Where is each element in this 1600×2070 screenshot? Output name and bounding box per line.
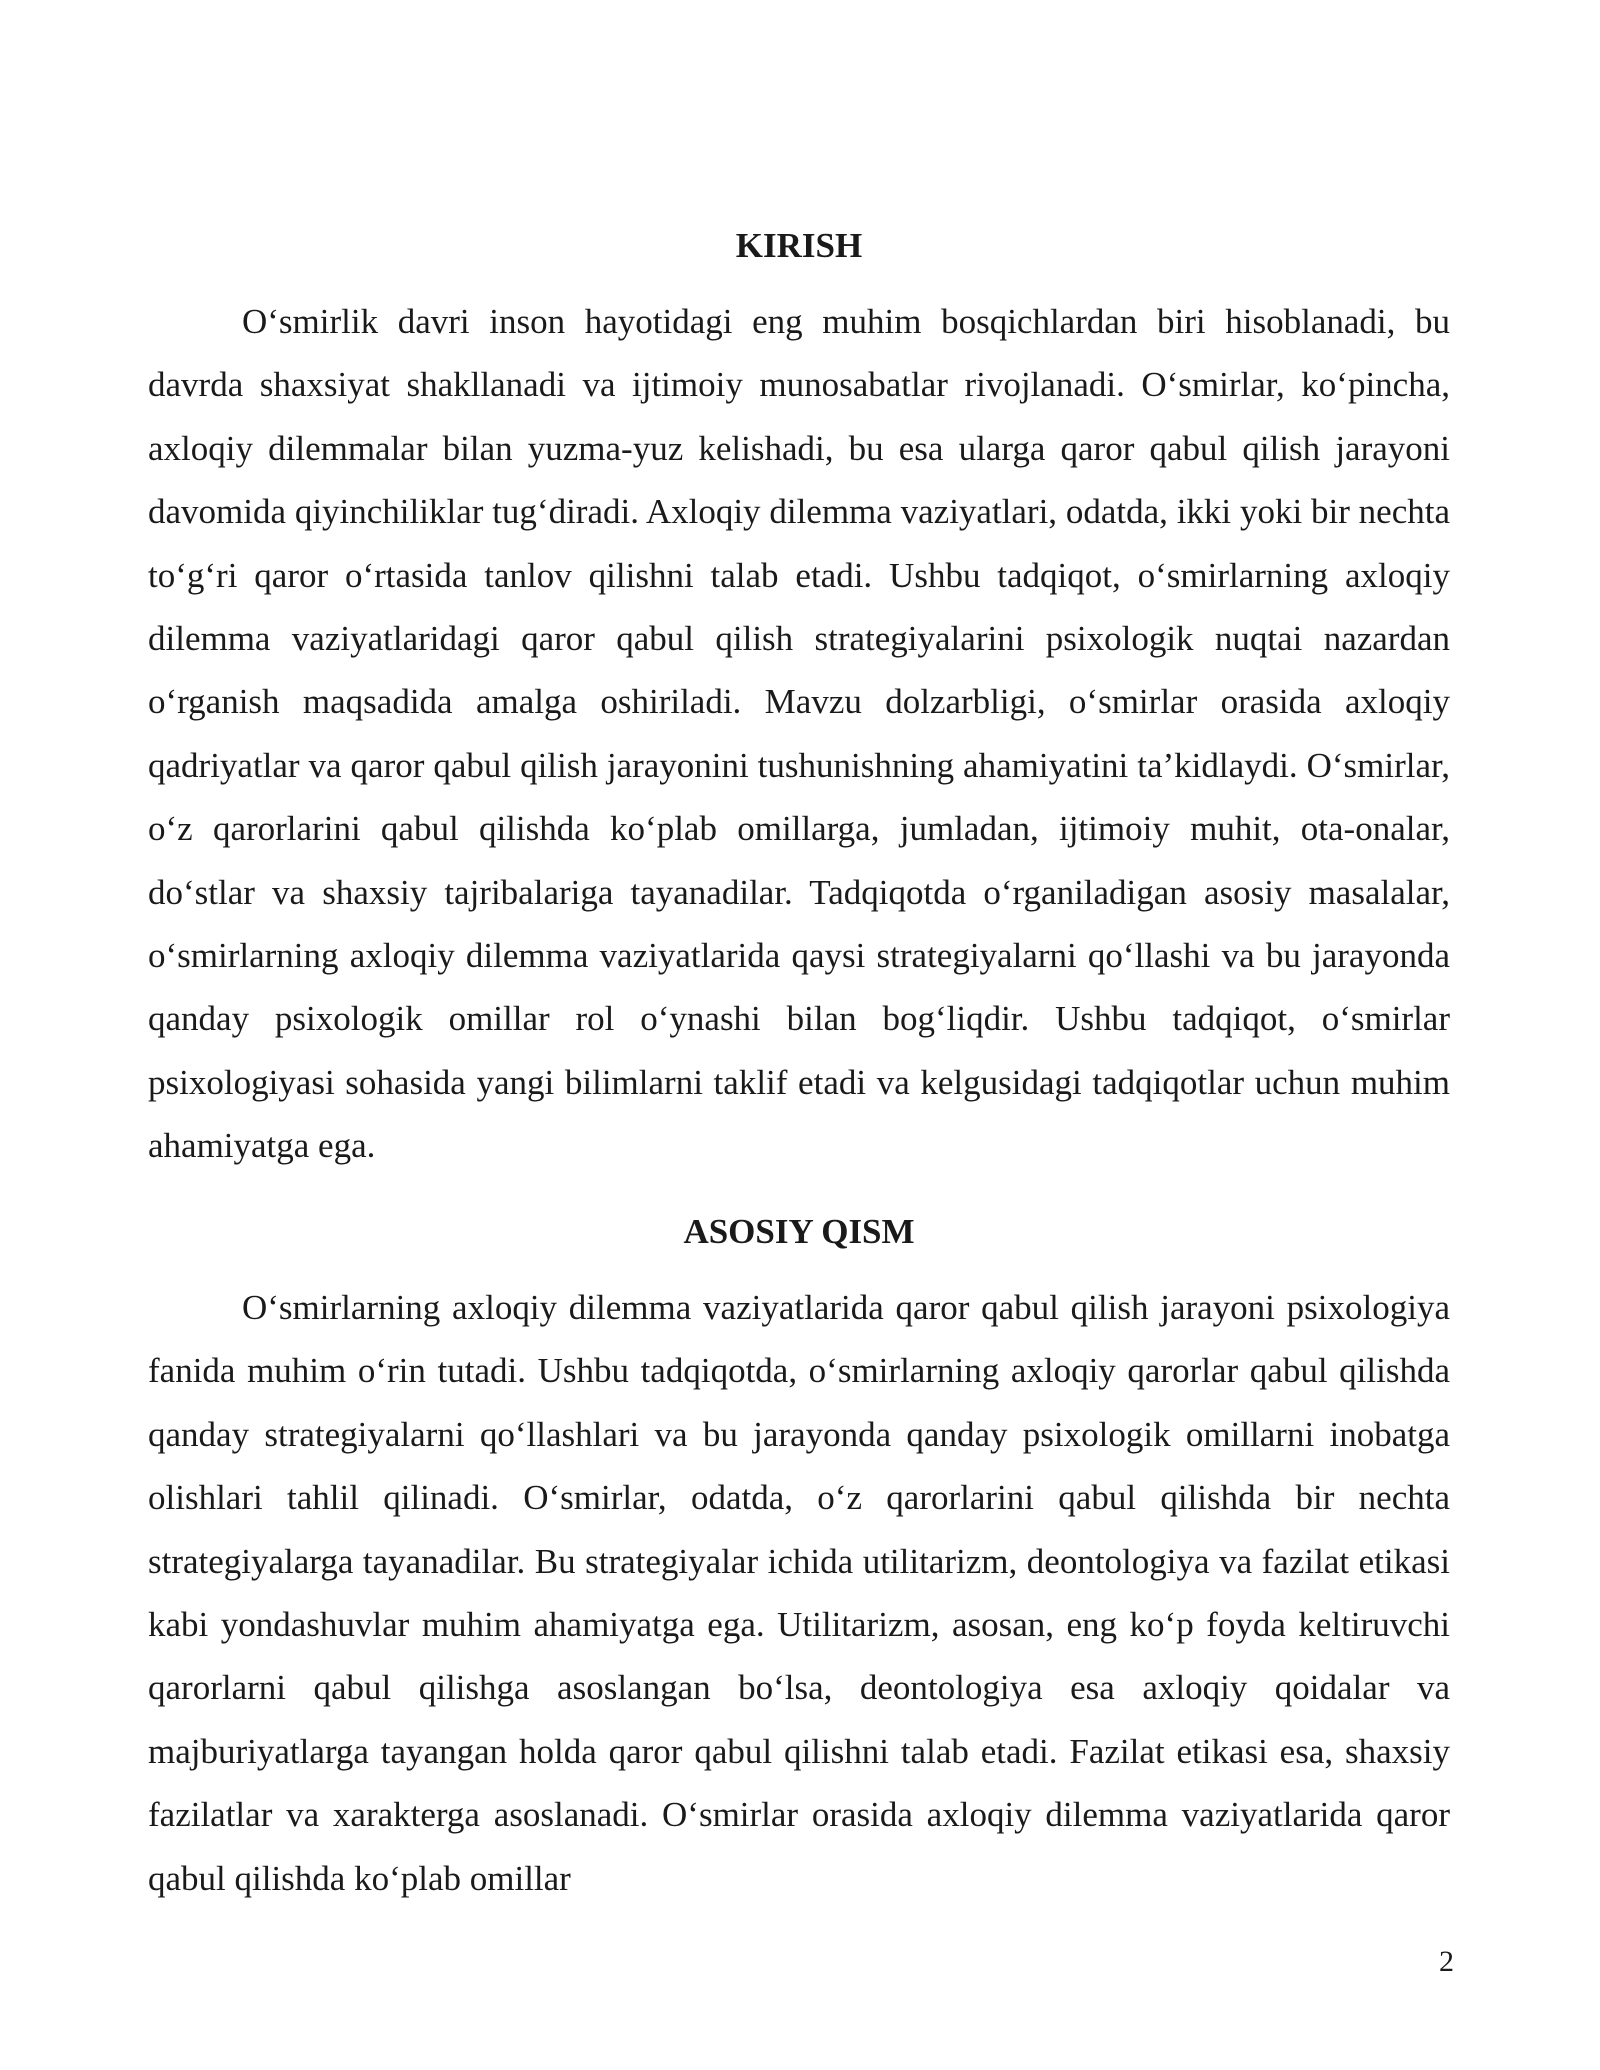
section-title-asosiy-qism: ASOSIY QISM [683, 1212, 915, 1251]
page-number: 2 [1439, 1945, 1454, 1978]
paragraph-kirish: O‘smirlik davri inson hayotidagi eng muhim bosqichlardan biri hisoblanadi, bu davrda shaxsiyat shakllanadi va ijtimoiy munosabatlar rivojlanadi. O‘smirlar, ko‘pincha, axloqiy dilemmalar bilan yuzma-yuz kelishadi, bu esa ularga qaror qabul qilish jarayoni davomida qiyinchiliklar tug‘diradi. Axloqiy dilemma vaziyatlari, odatda, ikki yoki bir nechta to‘g‘ri qaror o‘rtasida tanlov qilishni talab etadi. Ushbu tadqiqot, o‘smirlarning axloqiy dilemma vaziyatlaridagi qaror qabul qilish strategiyalarini psixologik nuqtai nazardan o‘rganish maqsadida amalga oshiriladi. Mavzu dolzarbligi, o‘smirlar orasida axloqiy qadriyatlar va qaror qabul qilish jarayonini tushunishning ahamiyatini ta’kidlaydi. O‘smirlar, o‘z qarorlarini qabul qilishda ko‘plab omillarga, jumladan, ijtimoiy muhit, ota-onalar, do‘stlar va shaxsiy tajribalariga tayanadilar. Tadqiqotda o‘rganiladigan asosiy masalalar, o‘smirlarning axloqiy dilemma vaziyatlarida qaysi strategiyalarni qo‘llashi va bu jarayonda qanday psixologik omillar rol o‘ynashi bilan bog‘liqdir. Ushbu tadqiqot, o‘smirlar psixologiyasi sohasida yangi bilimlarni taklif etadi va kelgusidagi tadqiqotlar uchun muhim ahamiyatga ega. [148, 302, 1450, 1166]
paragraph-asosiy-qism: O‘smirlarning axloqiy dilemma vaziyatlarida qaror qabul qilish jarayoni psixologiya fanida muhim o‘rin tutadi. Ushbu tadqiqotda, o‘smirlarning axloqiy qarorlar qabul qilishda qanday strategiyalarni qo‘llashlari va bu jarayonda qanday psixologik omillarni inobatga olishlari tahlil qilinadi. O‘smirlar, odatda, o‘z qarorlarini qabul qilishda bir nechta strategiyalarga tayanadilar. Bu strategiyalar ichida utilitarizm, deontologiya va fazilat etikasi kabi yondashuvlar muhim ahamiyatga ega. Utilitarizm, asosan, eng ko‘p foyda keltiruvchi qarorlarni qabul qilishga asoslangan bo‘lsa, deontologiya esa axloqiy qoidalar va majburiyatlarga tayangan holda qaror qabul qilishni talab etadi. Fazilat etikasi esa, shaxsiy fazilatlar va xarakterga asoslanadi. O‘smirlar orasida axloqiy dilemma vaziyatlarida qaror qabul qilishda ko‘plab omillar [148, 1288, 1450, 1898]
section-title-kirish: KIRISH [735, 226, 863, 265]
